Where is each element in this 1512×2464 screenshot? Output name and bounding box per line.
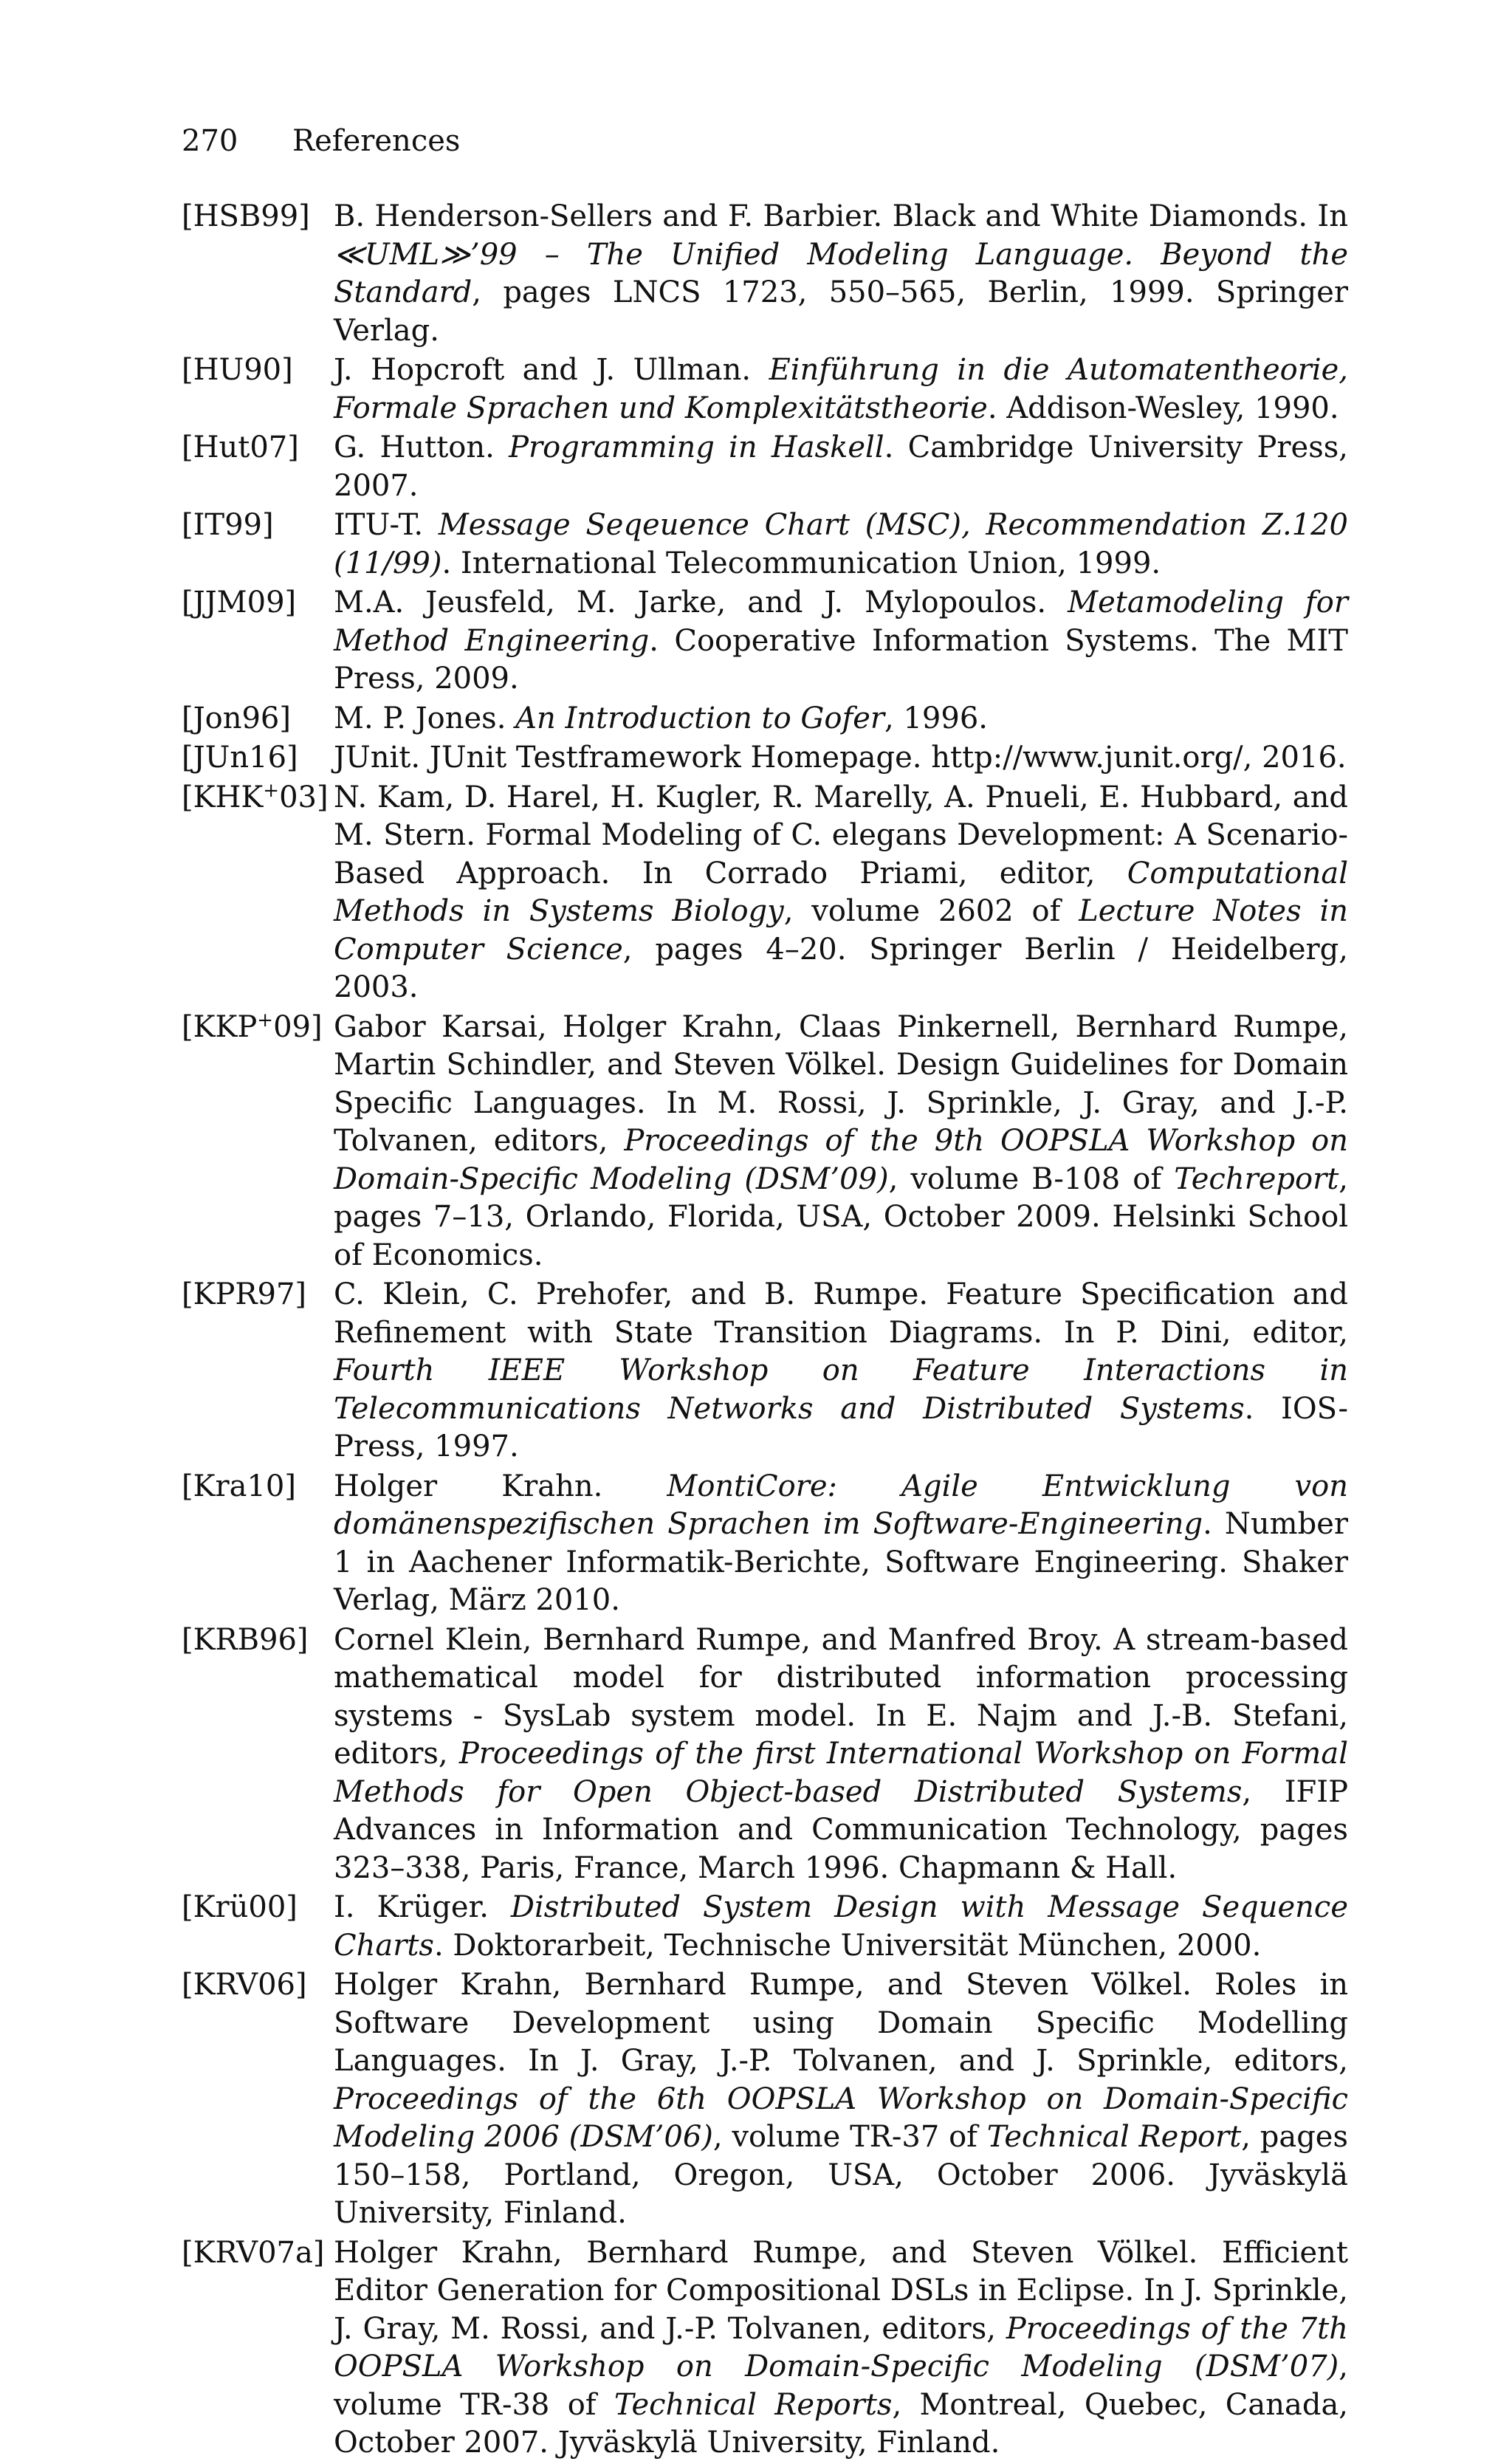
reference-text: G. Hutton. Programming in Haskell. Cambridge University Press, 2007. [334, 430, 1348, 503]
reference-entry [182, 1621, 1348, 1888]
reference-text: M. P. Jones. An Introduction to Gofer, 1996. [334, 701, 988, 735]
reference-entry [182, 584, 1348, 699]
reference-entry [182, 1009, 1348, 1275]
reference-key: [Jon96] [182, 701, 291, 735]
reference-key: [KRV07a] [182, 2235, 325, 2270]
reference-entry [182, 198, 1348, 350]
reference-key: [HSB99] [182, 199, 310, 233]
page-number: 270 [182, 124, 238, 158]
running-header [182, 123, 460, 159]
reference-entry [182, 700, 1348, 738]
reference-text: JUnit. JUnit Testframework Homepage. http://www.junit.org/, 2016. [334, 741, 1347, 775]
reference-text: I. Krüger. Distributed System Design with Message Sequence Charts. Doktorarbeit, Technische Universität München, 2000. [334, 1890, 1348, 1963]
reference-key: [KRB96] [182, 1622, 309, 1657]
reference-entry [182, 1468, 1348, 1620]
reference-entry [182, 739, 1348, 778]
reference-text: Holger Krahn, Bernhard Rumpe, and Steven Völkel. Roles in Software Development using Domain Specific Modelling Languages. In J. Gray, J.-P. Tolvanen, and J. Sprinkle, editors, Proceedings of the 6th OOPSLA Workshop on Domain-Specific Modeling 2006 (DSM’06), volume TR-37 of Technical Report, pages 150–158, Portland, Oregon, USA, October 2006. Jyväskylä University, Finland. [334, 1968, 1349, 2230]
reference-key: [HU90] [182, 353, 293, 387]
reference-text: Cornel Klein, Bernhard Rumpe, and Manfred Broy. A stream-based mathematical model for distributed information processing systems - SysLab system model. In E. Najm and J.-B. Stefani, editors, Proceedings of the first International Workshop on Formal Methods for Open Object-based Distributed Systems, IFIP Advances in Information and Communication Technology, pages 323–338, Paris, France, March 1996. Chapmann & Hall. [334, 1622, 1348, 1885]
reference-text: N. Kam, D. Harel, H. Kugler, R. Marelly, A. Pnueli, E. Hubbard, and M. Stern. Formal Modeling of C. elegans Development: A Scenario-Based Approach. In Corrado Priami, editor, Computational Methods in Systems Biology, volume 2602 of Lecture Notes in Computer Science, pages 4–20. Springer Berlin / Heidelberg, 2003. [334, 780, 1348, 1004]
reference-text: ITU-T. Message Seqeuence Chart (MSC), Recommendation Z.120 (11/99). International Telecommunication Union, 1999. [334, 508, 1348, 580]
reference-text: Holger Krahn, Bernhard Rumpe, and Steven Völkel. Efficient Editor Generation for Compositional DSLs in Eclipse. In J. Sprinkle, J. Gray, M. Rossi, and J.-P. Tolvanen, editors, Proceedings of the 7th OOPSLA Workshop on Domain-Specific Modeling (DSM’07), volume TR-38 of Technical Reports, Montreal, Quebec, Canada, October 2007. Jyväskylä University, Finland. [334, 2235, 1349, 2460]
reference-key: [JJM09] [182, 586, 297, 620]
reference-list [182, 198, 1348, 2464]
reference-text: Gabor Karsai, Holger Krahn, Claas Pinkernell, Bernhard Rumpe, Martin Schindler, and Steven Völkel. Design Guidelines for Domain Specific Languages. In M. Rossi, J. Sprinkle, J. Gray, and J.-P. Tolvanen, editors, Proceedings of the 9th OOPSLA Workshop on Domain-Specific Modeling (DSM’09), volume B-108 of Techreport, pages 7–13, Orlando, Florida, USA, October 2009. Helsinki School of Economics. [334, 1009, 1349, 1272]
reference-text: J. Hopcroft and J. Ullman. Einführung in die Automatentheorie, Formale Sprachen und Komplexitätstheorie. Addison-Wesley, 1990. [334, 353, 1348, 425]
reference-text: B. Henderson-Sellers and F. Barbier. Black and White Diamonds. In ≪UML≫’99 – The Unified Modeling Language. Beyond the Standard, pages LNCS 1723, 550–565, Berlin, 1999. Springer Verlag. [334, 199, 1348, 348]
reference-key: [KKP+09] [182, 1009, 323, 1044]
reference-key: [JUn16] [182, 741, 298, 775]
reference-key: [Hut07] [182, 430, 299, 464]
reference-key: [Krü00] [182, 1890, 298, 1924]
reference-entry [182, 779, 1348, 1007]
reference-entry [182, 2234, 1348, 2463]
reference-entry [182, 351, 1348, 428]
reference-entry [182, 1889, 1348, 1965]
reference-entry [182, 429, 1348, 505]
reference-key: [KRV06] [182, 1968, 307, 2002]
reference-entry [182, 507, 1348, 583]
running-title: References [292, 124, 461, 158]
reference-text: C. Klein, C. Prehofer, and B. Rumpe. Feature Specification and Refinement with State Transition Diagrams. In P. Dini, editor, Fourth IEEE Workshop on Feature Interactions in Telecommunications Networks and Distributed Systems. IOS-Press, 1997. [334, 1277, 1349, 1463]
reference-entry [182, 1276, 1348, 1466]
reference-key: [KHK+03] [182, 779, 329, 814]
reference-text: Holger Krahn. MontiCore: Agile Entwicklung von domänenspezifischen Sprachen im Software-Engineering. Number 1 in Aachener Informatik-Berichte, Software Engineering. Shaker Verlag, März 2010. [334, 1469, 1348, 1617]
reference-text: M.A. Jeusfeld, M. Jarke, and J. Mylopoulos. Metamodeling for Method Engineering. Cooperative Information Systems. The MIT Press, 2009. [334, 586, 1348, 696]
reference-entry [182, 1966, 1348, 2233]
reference-key: [Kra10] [182, 1469, 296, 1503]
reference-key: [IT99] [182, 508, 274, 542]
reference-key: [KPR97] [182, 1277, 307, 1311]
